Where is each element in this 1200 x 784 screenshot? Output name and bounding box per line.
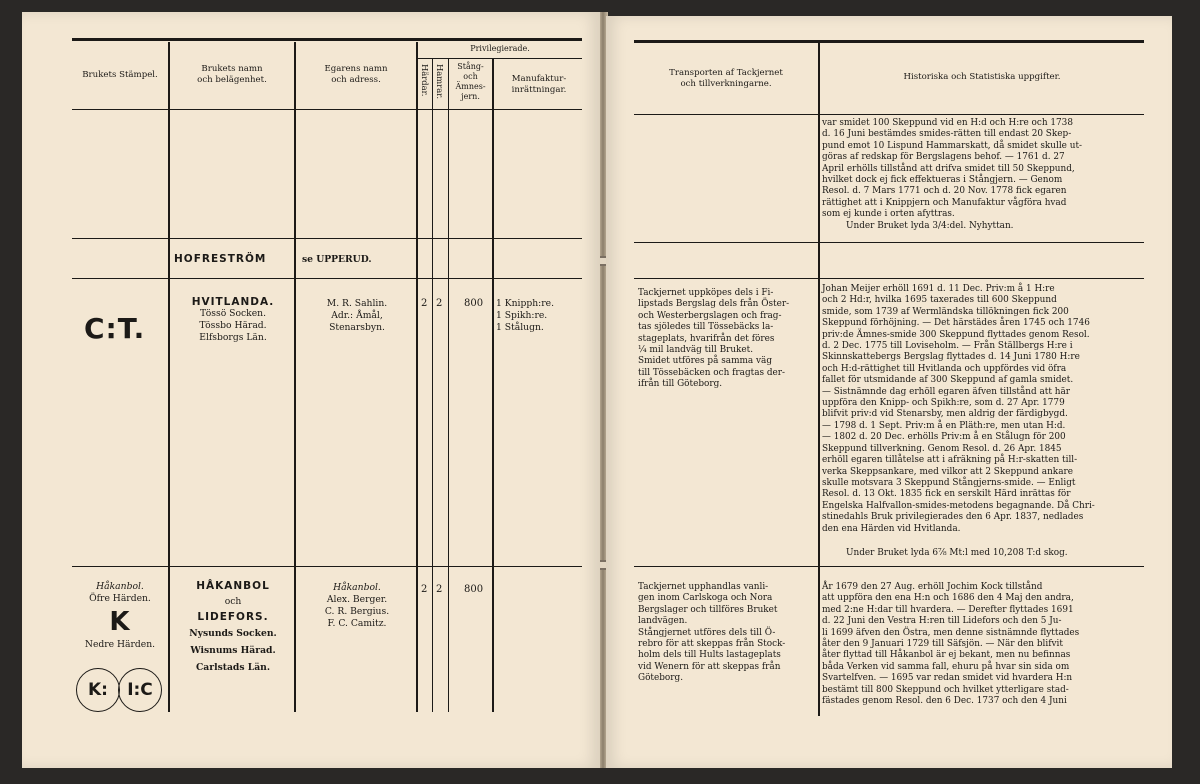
hakanbol-stamp-circle-2: I:C (118, 668, 162, 712)
col-rule-3 (416, 42, 418, 712)
hvitlanda-transport (638, 288, 814, 391)
top-rule (72, 38, 582, 41)
privilegierade-rule (418, 58, 582, 59)
hakanbol-history-line: fästades genom Resol. den 6 Dec. 1737 och den 4 Juni (822, 696, 1067, 707)
hakanbol-history-line: åter den 9 Januari 1729 till Säfsjön. — När den blifvit (822, 639, 1063, 650)
hvitlanda-history-line: den ena Härden vid Hvitlanda. (822, 523, 961, 534)
hvitlanda-history-line: — 1802 d. 20 Dec. erhölls Priv:m å en Stålugn för 200 (822, 432, 1066, 443)
hvitlanda-hardar: 2 (421, 298, 428, 309)
hvitlanda-transport-line: lipstads Bergslag dels från Öster- (638, 299, 790, 310)
hvitlanda-transport-line: och Westerbergslagen och frag- (638, 310, 782, 321)
hakanbol-transport-line: rebro för att skeppas från Stock- (638, 639, 786, 650)
hakanbol-hardar: 2 (421, 584, 428, 595)
hvitlanda-history-line: erhöll egaren tillåtelse att i afräkning på H:r-skatten till- (822, 455, 1078, 466)
header-hardar: Härdar. (420, 64, 430, 97)
header-brukets-namn: Brukets namn och belägenhet. (197, 64, 267, 85)
hvitlanda-history-line: Skeppund förhöjning. — Det härstädes åren 1745 och 1746 (822, 318, 1090, 329)
hakanbol-stangjern: 800 (464, 584, 484, 595)
continuation-history (822, 118, 1142, 221)
row-rule-2 (72, 278, 582, 279)
hakanbol-history-line: d. 22 Juni den Vestra H:ren till Lidefors och den 5 Ju- (822, 616, 1062, 627)
hakanbol-transport-line: vid Wenern för att skeppas från (638, 661, 781, 672)
right-row-rule-1 (634, 242, 1144, 243)
hvitlanda-history-line: — Sistnämnde dag erhöll egaren äfven tillstånd att här (822, 386, 1070, 397)
hakanbol-hamrar: 2 (436, 584, 443, 595)
continuation-history-line: rättighet att i Knippjern och Manufaktur vågföra hvad (822, 197, 1067, 208)
hvitlanda-history-line: uppföra den Knipp- och Spikh:re, som d. 27 Apr. 1779 (822, 398, 1065, 409)
hvitlanda-hamrar: 2 (436, 298, 443, 309)
hvitlanda-history-line: Skinnskattebergs Bergslag flyttades d. 14 Juni 1780 H:re (822, 352, 1080, 363)
hvitlanda-history-line: priv:de Ämnes-smide 300 Skeppund flyttades genom Resol. (822, 329, 1090, 340)
row-rule-3 (72, 566, 582, 567)
hakanbol-history-line: År 1679 den 27 Aug. erhöll Jochim Kock tillstånd (822, 582, 1043, 592)
header-manufaktur: Manufaktur- inrättningar. (511, 74, 567, 95)
hvitlanda-manufaktur: 1 Knipph:re. 1 Spikh:re. 1 Stålugn. (496, 298, 555, 333)
hakanbol-location: HÅKANBOL och LIDEFORS. Nysunds Socken. Wisnums Härad. Carlstads Län. (189, 580, 277, 673)
hakanbol-transport-line: Tackjernet upphandlas vanli- (638, 582, 769, 592)
hvitlanda-history-line: — 1798 d. 1 Sept. Priv:m å en Pläth:re, men utan H:d. (822, 420, 1066, 431)
continuation-history-line: pund emot 10 Lispund Hammarskatt, då smidet skulle ut- (822, 140, 1083, 151)
header-stang-amnesjern: Stång- och Ämnes- jern. (455, 62, 486, 101)
continuation-history-line: göras af redskap för Bergslagens behof. — 1761 d. 27 (822, 152, 1065, 163)
col-rule-5 (448, 59, 449, 712)
hvitlanda-transport-line: till Tössebäcken och fragtas der- (638, 367, 786, 378)
hakanbol-transport-line: Stångjernet utföres dels till Ö- (638, 627, 776, 638)
right-row-rule-2 (634, 278, 1144, 279)
header-privilegierade: Privilegierade. (470, 44, 530, 53)
header-historiska: Historiska och Statistiska uppgifter. (903, 72, 1061, 82)
hakanbol-history-line: Svartelfven. — 1695 var redan smidet vid hvardera H:n (822, 673, 1073, 684)
hvitlanda-under-bruket: Under Bruket lyda 6⅞ Mt:l med 10,208 T:d skog. (846, 548, 1068, 558)
continuation-history-line: d. 16 Juni bestämdes smides-rätten till endast 20 Skep- (822, 129, 1072, 140)
hakanbol-history (822, 582, 1142, 707)
hakanbol-history-line: med 2:ne H:dar till hvardera. — Derefter flyttades 1691 (822, 604, 1074, 615)
right-col-rule (818, 42, 820, 716)
hvitlanda-transport-line: tas sjöledes till Tössebäcks la- (638, 322, 774, 333)
hakanbol-history-line: att uppföra den ena H:n och 1686 den 4 Maj den andra, (822, 593, 1074, 604)
hakanbol-history-line: båda Verken vid samma fall, ehuru på hvar sin sida om (822, 661, 1070, 672)
col-rule-6 (492, 59, 494, 712)
row-rule-1 (72, 238, 582, 239)
hvitlanda-history-line: Resol. d. 13 Okt. 1835 fick en serskilt Härd inrättas för (822, 489, 1071, 500)
hvitlanda-history-line: fallet för utsmidande af 300 Skeppund af gamla smidet. (822, 375, 1074, 386)
hvitlanda-location: HVITLANDA. Tössö Socken. Tössbo Härad. Elfsborgs Län. (191, 296, 275, 343)
hvitlanda-history-line: Skeppund tillverkning. Genom Resol. d. 26 Apr. 1845 (822, 443, 1062, 454)
col-rule-4 (432, 59, 433, 712)
hvitlanda-history-line: verka Skeppsankare, med vilkor att 2 Skeppund ankare (822, 466, 1073, 477)
hvitlanda-transport-line: ¼ mil landväg till Bruket. (638, 345, 754, 356)
hakanbol-transport (638, 582, 814, 685)
header-transport: Transporten af Tackjernet och tillverkningarne. (669, 68, 783, 89)
header-stampel: Brukets Stämpel. (82, 70, 158, 80)
hakanbol-transport-line: gen inom Carlskoga och Nora (638, 593, 773, 604)
hvitlanda-history-line: skulle motsvara 3 Skeppund Stångjerns-smide. — Enligt (822, 477, 1076, 488)
hvitlanda-owner: M. R. Sahlin. Adr.: Åmål, Stenarsbyn. (326, 298, 388, 333)
hakanbol-transport-line: holm dels till Hults lastageplats (638, 650, 781, 661)
hvitlanda-history-line: Engelska Halfvallon-smides-metodens begagnande. Då Chri- (822, 500, 1095, 511)
hvitlanda-history-line: Johan Meijer erhöll 1691 d. 11 Dec. Priv:m å 1 H:re (822, 284, 1055, 294)
hvitlanda-history-line: och H:d-rättighet till Hvitlanda och uppfördes vid öfra (822, 363, 1067, 374)
continuation-history-line: April erhölls tillstånd att drifva smidet till 50 Skeppund, (822, 163, 1075, 174)
col-rule-2 (294, 42, 296, 712)
hvitlanda-transport-line: stageplats, hvarifrån det föres (638, 333, 775, 344)
continuation-history-line: som ej kunde i orten afyttras. (822, 209, 955, 220)
continuation-history-line: Resol. d. 7 Mars 1771 och d. 20 Nov. 1778 fick egaren (822, 186, 1067, 197)
hakanbol-transport-line: Bergslager och tillföres Bruket (638, 604, 778, 615)
hvitlanda-history (822, 284, 1142, 535)
hofrestrom-owner: se UPPERUD. (302, 254, 372, 265)
hvitlanda-stamp: C:T. (84, 312, 146, 345)
hakanbol-history-line: bestämt till 800 Skeppund och hvilket ytterligare stad- (822, 684, 1069, 695)
header-bottom-rule (72, 109, 582, 110)
header-egarens-namn: Egarens namn och adress. (324, 64, 388, 85)
hvitlanda-transport-line: ifrån till Göteborg. (638, 379, 723, 390)
hvitlanda-stangjern: 800 (464, 298, 484, 309)
hvitlanda-history-line: stinedahls Bruk privilegierades den 6 Apr. 1837, nedlades (822, 512, 1084, 523)
continuation-history-line: hvilket dock ej fick effektueras i Stångjern. — Genom (822, 175, 1063, 186)
hakanbol-stamp: Håkanbol. Öfre Härden. K Nedre Härden. (84, 581, 156, 650)
continuation-under-bruket: Under Bruket lyda 3/4:del. Nyhyttan. (846, 221, 1014, 231)
left-page (22, 12, 600, 768)
hvitlanda-history-line: blifvit priv:d vid Stenarsby, men aldrig der färdigbygd. (822, 409, 1068, 420)
right-header-bottom-rule (634, 114, 1144, 115)
continuation-history-line: var smidet 100 Skeppund vid en H:d och H:re och 1738 (822, 118, 1073, 128)
hvitlanda-transport-line: Smidet utföres på samma väg (638, 356, 773, 367)
hvitlanda-history-line: smide, som 1739 af Wermländska tillökningen fick 200 (822, 306, 1069, 317)
hakanbol-owner: Håkanbol. Alex. Berger. C. R. Bergius. F. C. Camitz. (324, 582, 390, 629)
hvitlanda-history-line: och 2 Hd:r, hvilka 1695 taxerades till 600 Skeppund (822, 295, 1057, 306)
hvitlanda-transport-line: Tackjernet uppköpes dels i Fi- (638, 288, 774, 298)
col-rule-1 (168, 42, 170, 712)
hakanbol-transport-line: Göteborg. (638, 673, 684, 684)
header-hamrar: Hamrar. (435, 64, 445, 99)
hvitlanda-history-line: d. 2 Dec. 1775 till Loviseholm. — Från Ställbergs H:re i (822, 341, 1073, 352)
right-top-rule (634, 40, 1144, 43)
right-row-rule-3 (634, 566, 1144, 567)
hakanbol-history-line: åter flyttad till Håkanbol är ej bekant, men nu befinnas (822, 650, 1071, 661)
hakanbol-stamp-circle-1: K: (76, 668, 120, 712)
hakanbol-transport-line: landvägen. (638, 616, 688, 627)
hakanbol-history-line: li 1699 äfven den Östra, men denne sistnämnde flyttades (822, 627, 1080, 638)
right-page (606, 16, 1172, 768)
hofrestrom-name: HOFRESTRÖM (174, 253, 267, 265)
